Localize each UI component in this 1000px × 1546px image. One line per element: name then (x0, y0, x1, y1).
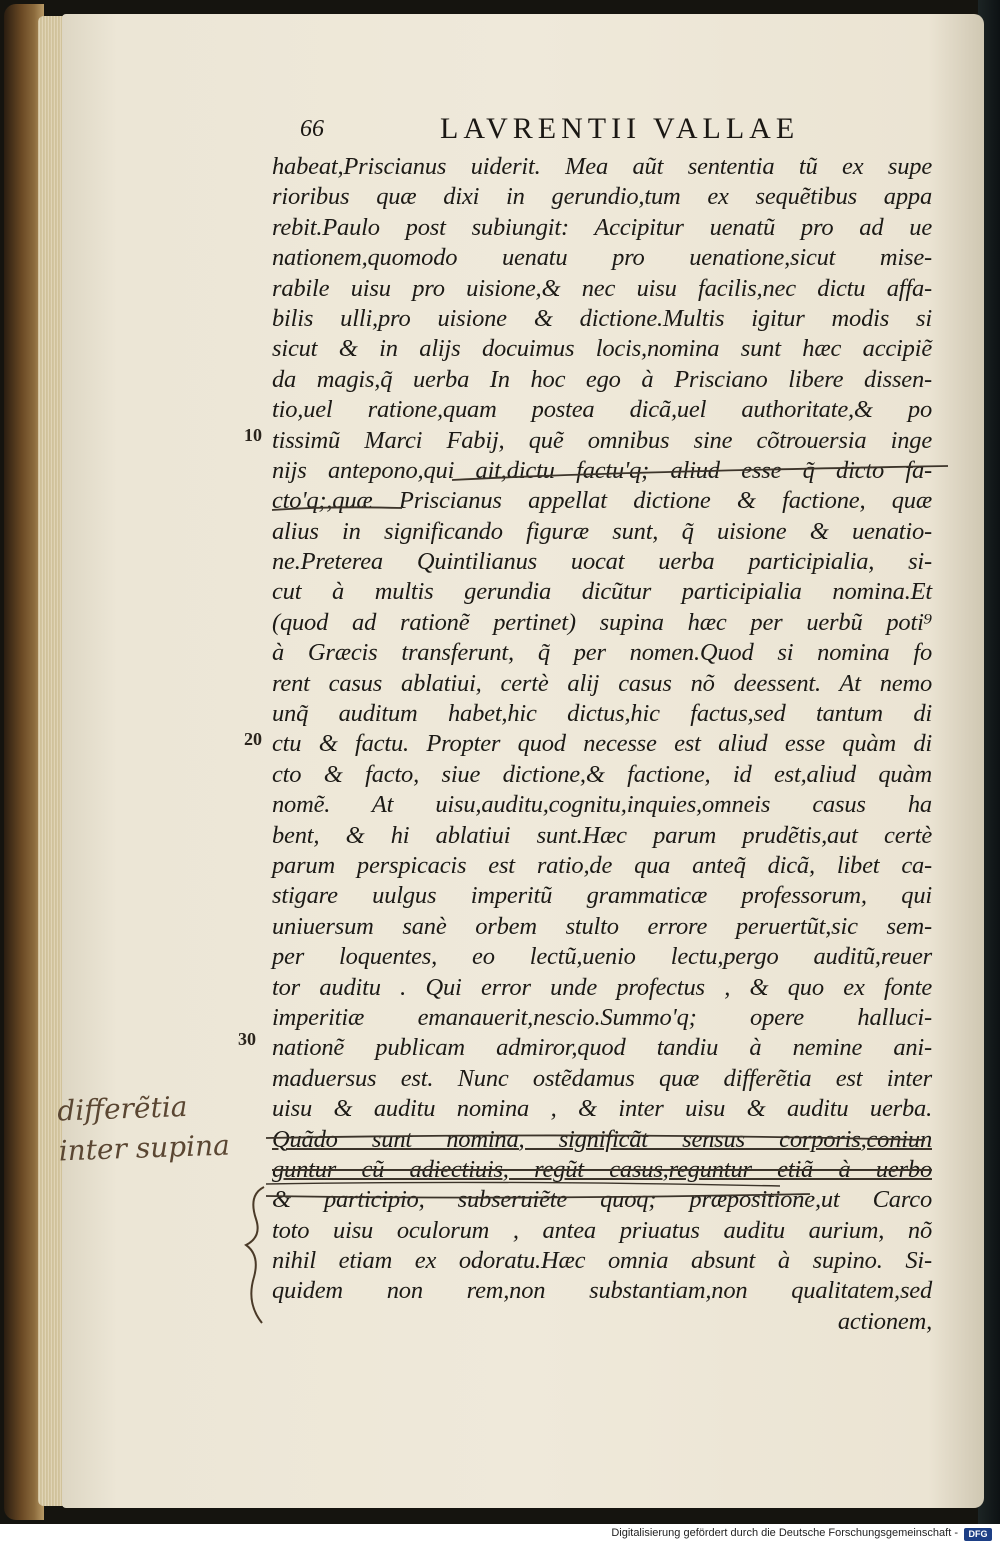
text-line: bilis ulli,pro uisione & dictione.Multis igitur modis si (272, 304, 932, 332)
text-line: cut à multis gerundia dicũtur participialia nomina.Et (272, 578, 932, 606)
text-line: rioribus quæ dixi in gerundio,tum ex sequẽtibus appa (272, 183, 932, 211)
text-line: cto & facto, siue dictione,& factione, id est,aliud quàm (272, 760, 932, 788)
text-line: sicut & in alijs docuimus locis,nomina sunt hæc accipiẽ (272, 335, 932, 363)
marginal-note-line: inter supina (58, 1128, 231, 1168)
text-line: uisu & auditu nomina , & inter uisu & auditu uerba. (272, 1095, 932, 1123)
text-line-underlined: Quãdo sunt nomina, significãt sensus corporis,coniun (272, 1125, 932, 1153)
catchword: actionem, (837, 1307, 932, 1335)
text-line: unq̃ auditum habet,hic dictus,hic factus,sed tantum di (272, 700, 932, 728)
dfg-logo: DFG (964, 1528, 992, 1541)
footer-bar (0, 1524, 1000, 1546)
text-line: alius in significando figuræ sunt, q̃ uisione & uenatio- (272, 517, 932, 545)
page-number: 66 (300, 116, 324, 142)
text-line: per loquentes, eo lectũ,uenio lectu,pergo auditũ,reuer (272, 943, 932, 971)
line-number-30: 30 (238, 1029, 256, 1049)
text-line: tissimũ Marci Fabij, quẽ omnibus sine cõtrouersia inge (272, 426, 932, 454)
text-line: nationẽ publicam admiror,quod tandiu à nemine ani- (272, 1034, 932, 1062)
text-line: imperitiæ emanauerit,nescio.Summo'q; opere halluci- (272, 1003, 932, 1031)
text-line: rent casus ablatiui, certè alij casus nõ deessent. At nemo (272, 669, 932, 697)
text-line-annotated: cto'q;,quæ Priscianus appellat dictione & factione, quæ (272, 487, 932, 515)
text-line: nihil etiam ex odoratu.Hæc omnia absunt à supino. Si- (272, 1247, 932, 1275)
text-line: tio,uel ratione,quam postea dicã,uel authoritate,& po (272, 396, 932, 424)
text-line-annotated: & participio, subseruiẽte quoq; præpositione,ut Carco (272, 1186, 932, 1214)
text-line: stigare uulgus imperitũ grammaticæ professorum, qui (272, 882, 932, 910)
text-line: parum perspicacis est ratio,de qua anteq̃ dicã, libet ca- (272, 851, 932, 879)
text-line-annotated: nijs antepono,qui ait,dictu factu'q; aliud esse q̃ dicto fa- (272, 456, 932, 484)
handwritten-marginal-note (57, 1085, 260, 1172)
text-line: uniuersum sanè orbem stulto errore peruertũt,sic sem- (272, 912, 932, 940)
text-line: bent, & hi ablatiui sunt.Hæc parum prudẽtis,aut certè (272, 821, 932, 849)
text-line: rabile uisu pro uisione,& nec uisu facilis,nec dictu affa- (272, 274, 932, 302)
text-line: toto uisu oculorum , antea priuatus auditu aurium, nõ (272, 1216, 932, 1244)
text-line: ctu & factu. Propter quod necesse est aliud esse quàm di (272, 730, 932, 758)
text-line: tor auditu . Qui error unde profectus , & quo ex fonte (272, 973, 932, 1001)
text-line-struck: guntur cũ adiectiuis, regũt casus,reguntur etiã à uerbo (272, 1155, 932, 1183)
text-line: nomẽ. At uisu,auditu,cognitu,inquies,omneis casus ha (272, 791, 932, 819)
text-line: maduersus est. Nunc ostẽdamus quæ differẽtia est inter (272, 1064, 932, 1092)
running-title: LAVRENTII VALLAE (440, 112, 800, 145)
text-line: (quod ad rationẽ pertinet) supina hæc per uerbũ poti⁹ (272, 608, 932, 636)
line-number-10: 10 (244, 425, 262, 445)
line-number-20: 20 (244, 729, 262, 749)
text-line: à Græcis transferunt, q̃ per nomen.Quod si nomina fo (272, 639, 932, 667)
running-head (300, 112, 930, 152)
text-line: habeat,Priscianus uiderit. Mea aũt sententia tũ ex supe (272, 153, 932, 180)
text-line: ne.Preterea Quintilianus uocat uerba participialia, si- (272, 548, 932, 576)
text-line: nationem,quomodo uenatu pro uenatione,sicut mise- (272, 244, 932, 272)
footer-credit: Digitalisierung gefördert durch die Deutsche Forschungsgemeinschaft - (611, 1527, 958, 1539)
text-line: quidem non rem,non substantiam,non qualitatem,sed (272, 1277, 932, 1305)
text-block (272, 152, 932, 1337)
text-line: da magis,q̃ uerba In hoc ego à Prisciano libere dissen- (272, 365, 932, 393)
marginal-note-line: differẽtia (56, 1089, 188, 1128)
margin-bracket-mark (240, 1185, 270, 1325)
text-line: rebit.Paulo post subiungit: Accipitur uenatũ pro ad ue (272, 213, 932, 241)
